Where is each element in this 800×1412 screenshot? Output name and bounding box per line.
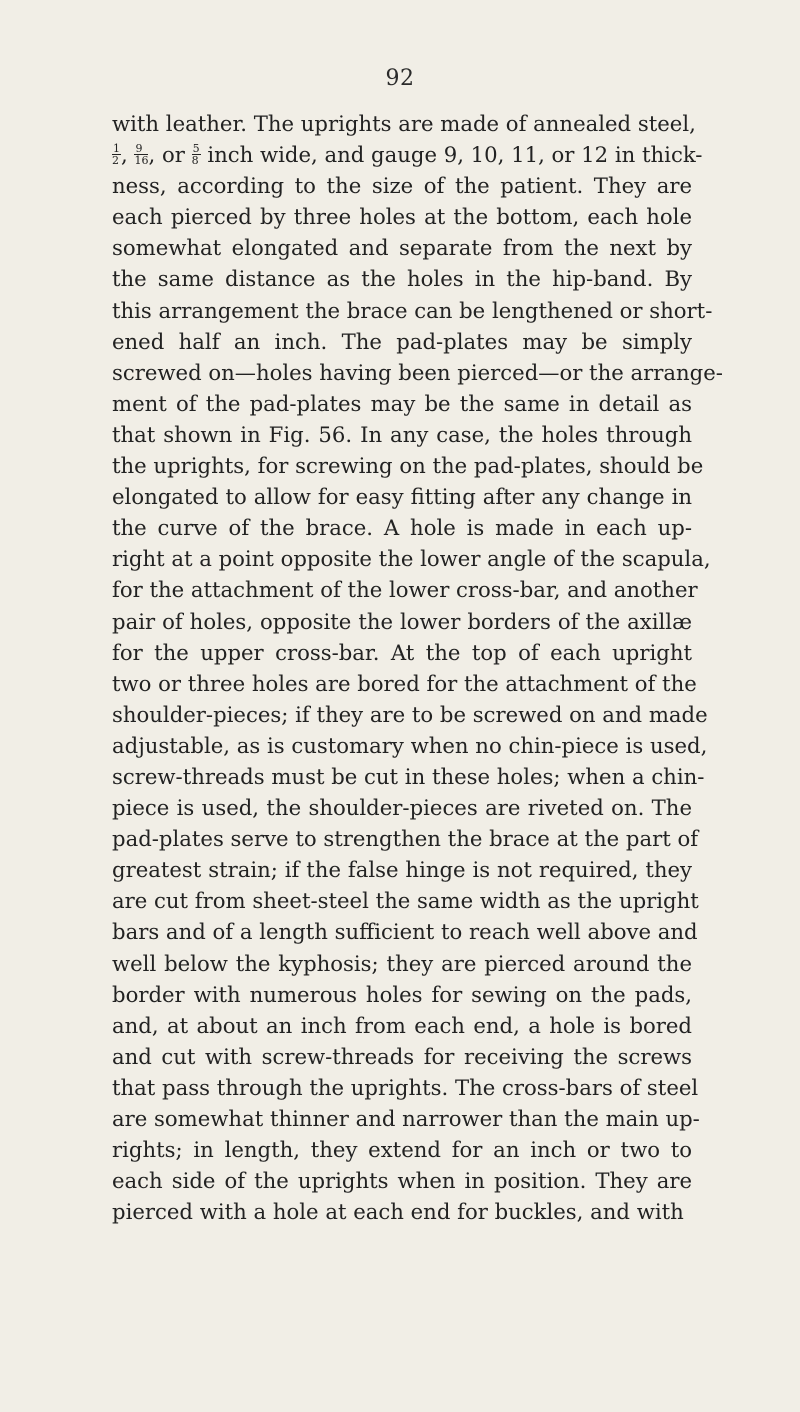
text-line: that shown in Fig. 56. In any case, the holes through bbox=[112, 421, 692, 447]
line-rest: inch wide, and gauge 9, 10, 11, or 12 in thick- bbox=[207, 142, 703, 168]
text-line: screwed on—holes having been pierced—or the arrange- bbox=[112, 359, 723, 385]
text-line: pair of holes, opposite the lower borders of the axillæ bbox=[112, 608, 692, 634]
text-line: screw-threads must be cut in these holes; when a chin- bbox=[112, 763, 705, 789]
text-line: that pass through the uprights. The cross-bars of steel bbox=[112, 1074, 699, 1100]
text-line: ment of the pad-plates may be the same in detail as bbox=[112, 390, 692, 416]
text-line: right at a point opposite the lower angle of the scapula, bbox=[112, 546, 711, 572]
text-line: shoulder-pieces; if they are to be screwed on and made bbox=[112, 701, 708, 727]
fraction-one-half: $\frac{1}{2}$ bbox=[112, 142, 120, 168]
text-line: are somewhat thinner and narrower than the main up- bbox=[112, 1106, 700, 1131]
text-line: ness, according to the size of the patient. They are bbox=[112, 173, 692, 199]
text-line: border with numerous holes for sewing on the pads, bbox=[112, 981, 692, 1007]
text-line: the curve of the brace. A hole is made in each up- bbox=[112, 515, 692, 541]
text-line: ened half an inch. The pad-plates may be simply bbox=[112, 328, 692, 354]
text-line: and, at about an inch from each end, a hole is bored bbox=[112, 1012, 692, 1038]
text-line: are cut from sheet-steel the same width as the upright bbox=[112, 888, 699, 914]
text-line: this arrangement the brace can be lengthened or short- bbox=[112, 297, 713, 323]
text-line: bars and of a length sufficient to reach well above and bbox=[112, 919, 698, 945]
text-line: greatest strain; if the false hinge is not required, they bbox=[112, 857, 692, 883]
text-line: piece is used, the shoulder-pieces are riveted on. The bbox=[112, 795, 692, 821]
text-line: somewhat elongated and separate from the next by bbox=[112, 235, 692, 261]
text-line: elongated to allow for easy fitting after any change in bbox=[112, 484, 692, 510]
text-line: two or three holes are bored for the attachment of the bbox=[112, 670, 697, 696]
text-line: rights; in length, they extend for an inch or two to bbox=[112, 1137, 692, 1163]
text-line: pad-plates serve to strengthen the brace at the part of bbox=[112, 826, 699, 852]
text-line: the same distance as the holes in the hip-band. By bbox=[112, 266, 692, 292]
page-number: 92 bbox=[385, 66, 415, 91]
text-line: for the attachment of the lower cross-bar, and another bbox=[112, 577, 698, 603]
fraction-five-eighths: $\frac{5}{8}$ bbox=[191, 142, 200, 168]
text-line: well below the kyphosis; they are pierced around the bbox=[112, 950, 692, 976]
text-line: with leather. The uprights are made of annealed steel, bbox=[112, 111, 696, 136]
fraction-nine-sixteenths: $\frac{9}{16}$ bbox=[134, 142, 149, 168]
text-line: pierced with a hole at each end for buckles, and with bbox=[112, 1199, 684, 1225]
text-line: the uprights, for screwing on the pad-plates, should be bbox=[112, 453, 704, 479]
text-line: for the upper cross-bar. At the top of each upright bbox=[112, 639, 692, 665]
text-line: each side of the uprights when in position. They are bbox=[112, 1168, 692, 1194]
body-text bbox=[112, 108, 723, 1227]
text-line-with-fractions: $\frac{1}{2}$ , $\frac{9}{16}$ , or $\frac{5}{8}$ inch wide, and gauge 9, 10, 11, or 12 in thick- bbox=[112, 142, 703, 168]
text-line: and cut with screw-threads for receiving the screws bbox=[112, 1043, 692, 1069]
text-line: adjustable, as is customary when no chin-piece is used, bbox=[112, 732, 708, 758]
text-line: each pierced by three holes at the bottom, each hole bbox=[112, 204, 692, 230]
